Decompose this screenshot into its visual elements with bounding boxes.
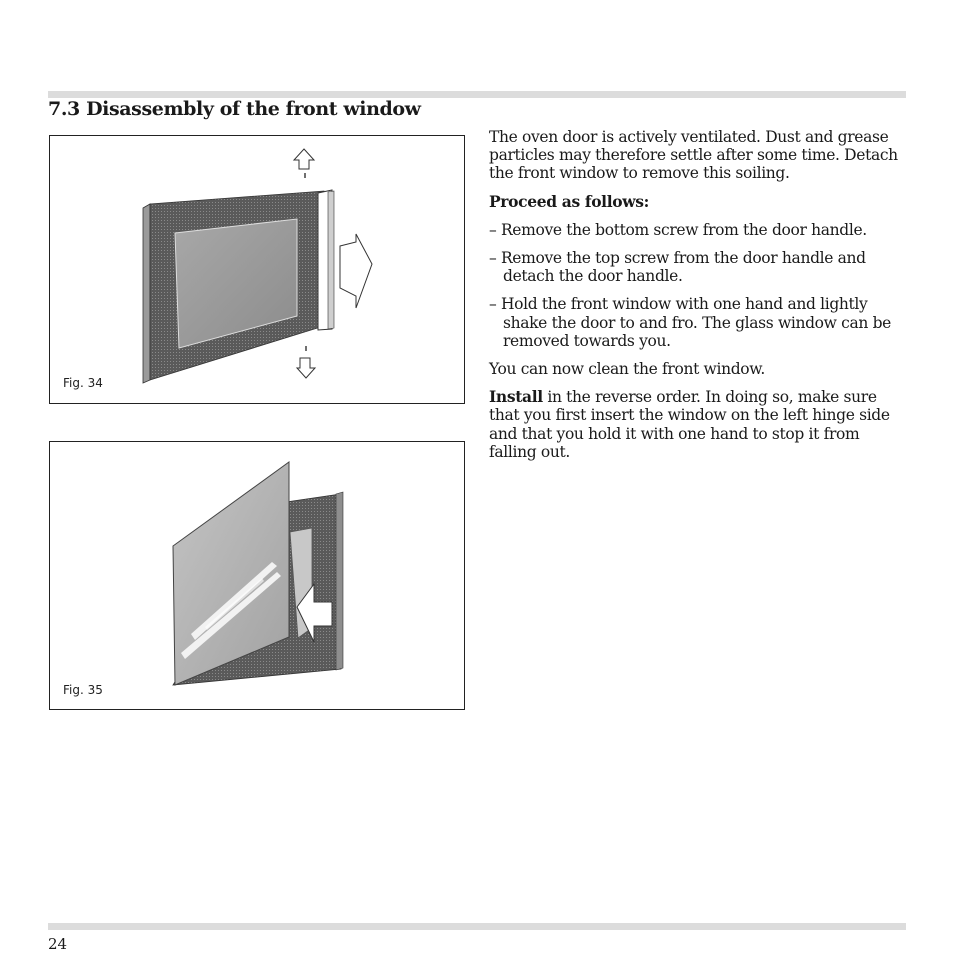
step-item: – Hold the front window with one hand and lightly shake the door to and fro. The glass window can be removed towards you. bbox=[489, 295, 891, 350]
instructions-text bbox=[489, 128, 907, 471]
proceed-label: Proceed as follows: bbox=[489, 191, 649, 211]
window-removal-illustration bbox=[50, 442, 464, 709]
install-text: in the reverse order. In doing so, make sure that you first insert the window on the left hinge side and that you hold it with one hand to stop it from falling out. bbox=[489, 388, 890, 461]
install-label: Install bbox=[489, 387, 543, 407]
figure-35 bbox=[49, 441, 465, 710]
section-heading: 7.3 Disassembly of the front window bbox=[48, 98, 421, 120]
step-item: – Remove the top screw from the door handle and detach the door handle. bbox=[489, 249, 866, 286]
clean-note: You can now clean the front window. bbox=[489, 360, 765, 379]
install-paragraph bbox=[489, 388, 907, 461]
intro-paragraph: The oven door is actively ventilated. Dust and grease particles may therefore settle after some time. Detach the front window to remove this soiling. bbox=[489, 128, 898, 183]
bottom-rule bbox=[48, 923, 906, 930]
figure-34-caption: Fig. 34 bbox=[63, 376, 103, 390]
page-number: 24 bbox=[48, 935, 68, 953]
figure-34 bbox=[49, 135, 465, 404]
door-handle-removal-illustration bbox=[50, 136, 464, 403]
figure-35-caption: Fig. 35 bbox=[63, 683, 103, 697]
top-rule bbox=[48, 91, 906, 98]
step-item: – Remove the bottom screw from the door handle. bbox=[489, 220, 867, 239]
